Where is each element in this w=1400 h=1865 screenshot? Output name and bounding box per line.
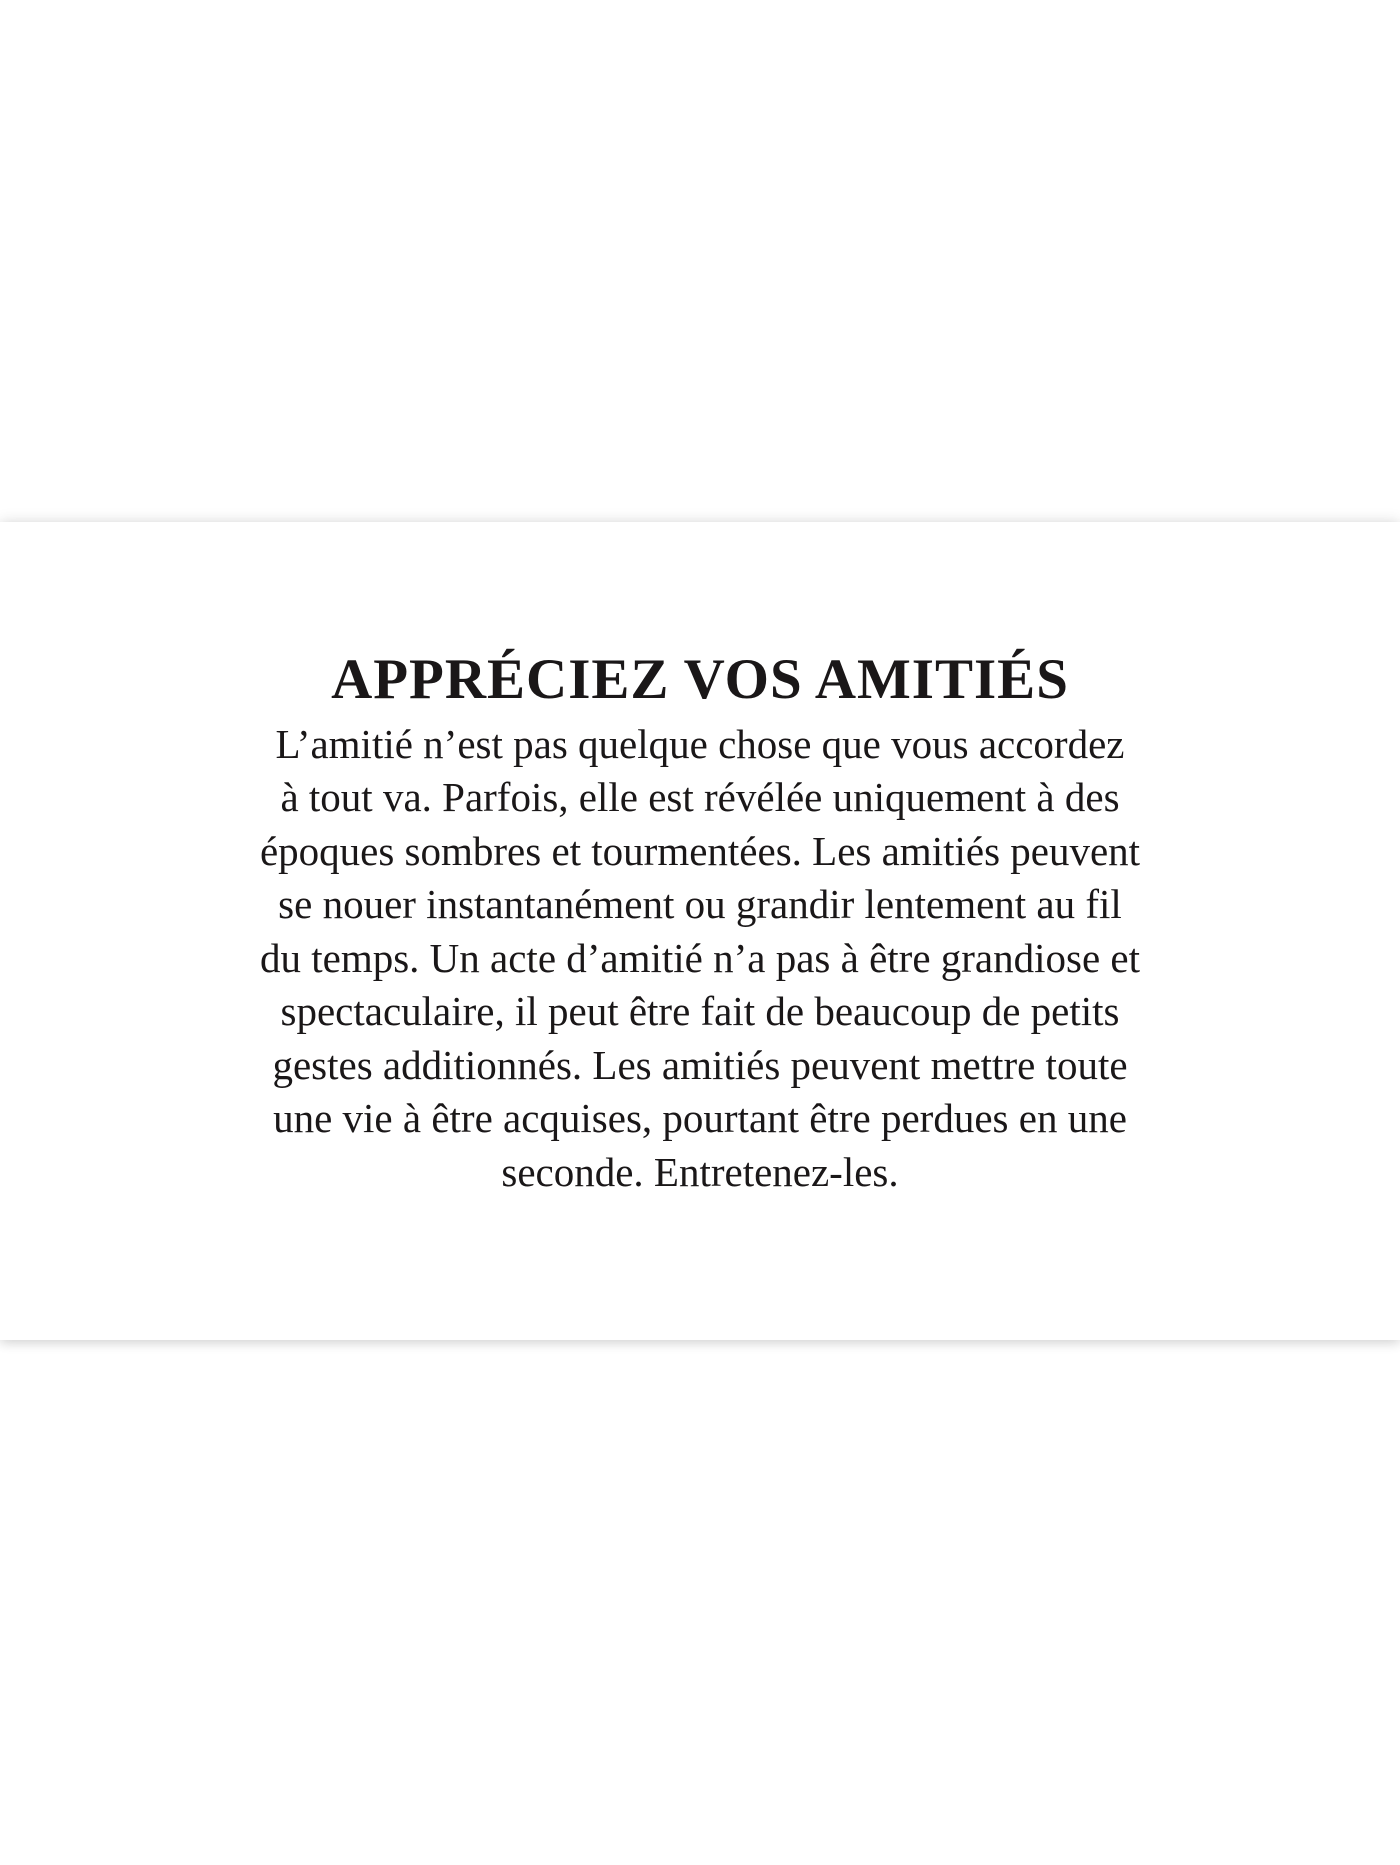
body-line: à tout va. Parfois, elle est révélée uniquement à des [280,774,1120,821]
body-line: gestes additionnés. Les amitiés peuvent mettre toute [272,1041,1128,1088]
body-line: seconde. Entretenez-les. [501,1148,899,1195]
card-content [0,650,1400,1199]
body-line: spectaculaire, il peut être fait de beaucoup de petits [280,988,1120,1035]
body-line: une vie à être acquises, pourtant être perdues en une [273,1095,1127,1142]
card-title: APPRÉCIEZ VOS AMITIÉS [331,648,1069,711]
body-line: se nouer instantanément ou grandir lentement au fil [278,881,1122,928]
card-body [0,718,1400,1200]
body-line: L’amitié n’est pas quelque chose que vous accordez [275,720,1125,767]
quote-card [0,522,1400,1340]
body-line: époques sombres et tourmentées. Les amitiés peuvent [259,827,1141,874]
body-line: du temps. Un acte d’amitié n’a pas à être grandiose et [259,934,1141,981]
